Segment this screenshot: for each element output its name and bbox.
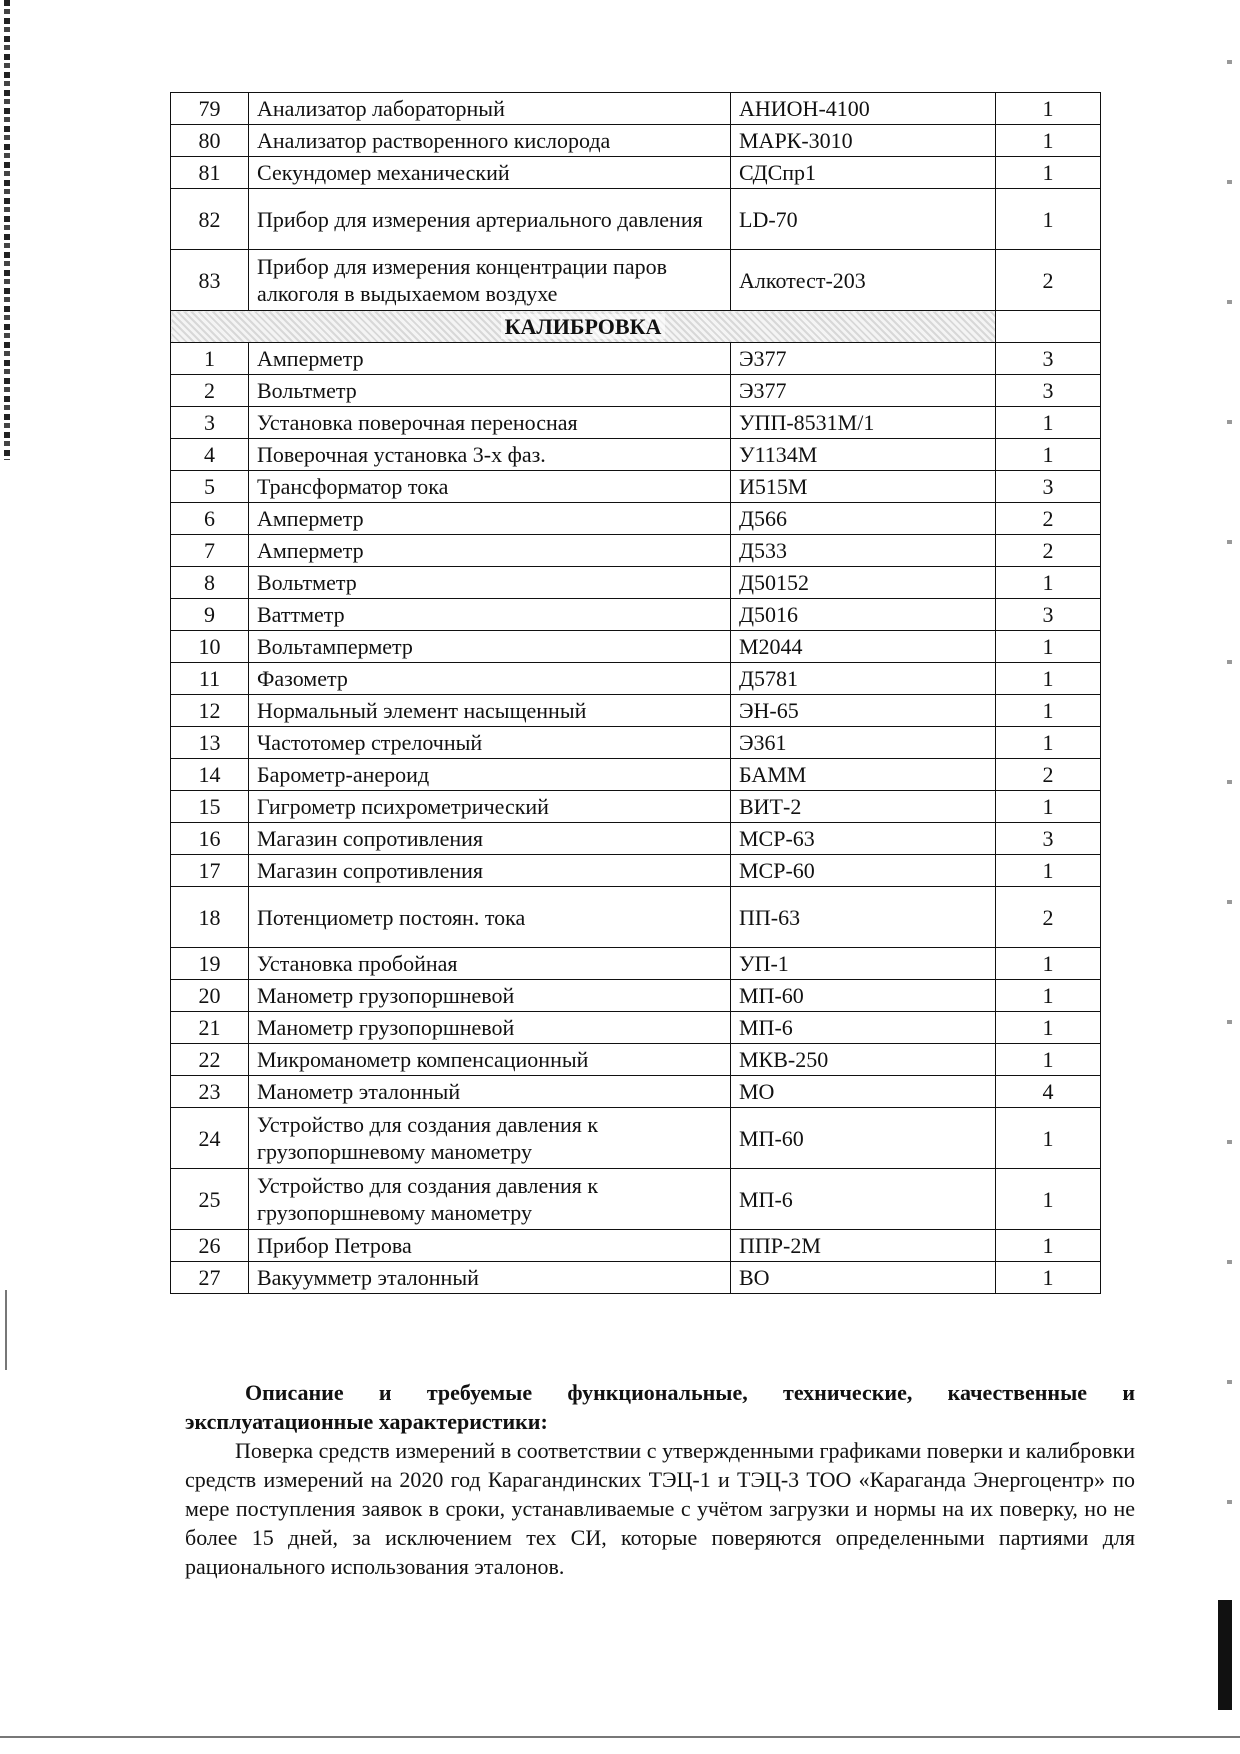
instrument-name-cell: Вольтметр bbox=[249, 375, 731, 407]
instrument-name-cell: Микроманометр компенсационный bbox=[249, 1044, 731, 1076]
instrument-name-cell: Манометр грузопоршневой bbox=[249, 1012, 731, 1044]
table-row bbox=[171, 439, 1101, 471]
table-row bbox=[171, 980, 1101, 1012]
row-number-cell: 15 bbox=[171, 791, 249, 823]
quantity-cell: 1 bbox=[996, 157, 1101, 189]
instrument-type-cell: ВО bbox=[731, 1262, 996, 1294]
row-number-cell: 11 bbox=[171, 663, 249, 695]
row-number-cell: 26 bbox=[171, 1230, 249, 1262]
quantity-cell: 1 bbox=[996, 1044, 1101, 1076]
row-number-cell: 21 bbox=[171, 1012, 249, 1044]
instrument-name-cell: Амперметр bbox=[249, 343, 731, 375]
section-title-cell bbox=[171, 311, 996, 343]
instrument-name-cell: Частотомер стрелочный bbox=[249, 727, 731, 759]
quantity-cell: 1 bbox=[996, 1169, 1101, 1230]
instrument-name-cell: Магазин сопротивления bbox=[249, 855, 731, 887]
instrument-type-cell: LD-70 bbox=[731, 189, 996, 250]
instrument-type-cell: МСР-60 bbox=[731, 855, 996, 887]
instrument-type-cell: БАММ bbox=[731, 759, 996, 791]
row-number-cell: 12 bbox=[171, 695, 249, 727]
scan-artifact-right-block bbox=[1218, 1600, 1232, 1710]
table-row bbox=[171, 1262, 1101, 1294]
row-number-cell: 20 bbox=[171, 980, 249, 1012]
table-row bbox=[171, 1230, 1101, 1262]
row-number-cell: 82 bbox=[171, 189, 249, 250]
row-number-cell: 8 bbox=[171, 567, 249, 599]
table-row bbox=[171, 535, 1101, 567]
instrument-type-cell: ВИТ-2 bbox=[731, 791, 996, 823]
instrument-name-cell: Трансформатор тока bbox=[249, 471, 731, 503]
quantity-cell: 3 bbox=[996, 823, 1101, 855]
row-number-cell: 27 bbox=[171, 1262, 249, 1294]
row-number-cell: 81 bbox=[171, 157, 249, 189]
instrument-type-cell: Э361 bbox=[731, 727, 996, 759]
table-row bbox=[171, 343, 1101, 375]
quantity-cell: 3 bbox=[996, 343, 1101, 375]
table-row bbox=[171, 375, 1101, 407]
quantity-cell: 1 bbox=[996, 93, 1101, 125]
instrument-type-cell: МСР-63 bbox=[731, 823, 996, 855]
row-number-cell: 22 bbox=[171, 1044, 249, 1076]
quantity-cell: 1 bbox=[996, 567, 1101, 599]
instrument-type-cell: УП-1 bbox=[731, 948, 996, 980]
quantity-cell: 1 bbox=[996, 439, 1101, 471]
instrument-type-cell: ППР-2М bbox=[731, 1230, 996, 1262]
table-row bbox=[171, 791, 1101, 823]
table-row bbox=[171, 407, 1101, 439]
table-row bbox=[171, 471, 1101, 503]
instrument-type-cell: Д5016 bbox=[731, 599, 996, 631]
instrument-name-cell: Прибор для измерения артериального давления bbox=[249, 189, 731, 250]
instrument-type-cell: МП-6 bbox=[731, 1012, 996, 1044]
instrument-name-cell: Секундомер механический bbox=[249, 157, 731, 189]
quantity-cell: 2 bbox=[996, 887, 1101, 948]
table-row bbox=[171, 1076, 1101, 1108]
instrument-type-cell: МП-60 bbox=[731, 1108, 996, 1169]
instrument-type-cell: Э377 bbox=[731, 343, 996, 375]
row-number-cell: 79 bbox=[171, 93, 249, 125]
quantity-cell: 1 bbox=[996, 1012, 1101, 1044]
description-block bbox=[185, 1378, 1135, 1581]
instrument-name-cell: Нормальный элемент насыщенный bbox=[249, 695, 731, 727]
description-heading: Описание и требуемые функциональные, технические, качественные и эксплуатационные характеристики: bbox=[185, 1380, 1135, 1434]
table-row bbox=[171, 1108, 1101, 1169]
table-row bbox=[171, 503, 1101, 535]
instrument-name-cell: Анализатор растворенного кислорода bbox=[249, 125, 731, 157]
row-number-cell: 25 bbox=[171, 1169, 249, 1230]
scan-artifact-right bbox=[1227, 20, 1232, 1580]
instrument-type-cell: И515М bbox=[731, 471, 996, 503]
table-row bbox=[171, 125, 1101, 157]
row-number-cell: 17 bbox=[171, 855, 249, 887]
section-header-row bbox=[171, 311, 1101, 343]
row-number-cell: 19 bbox=[171, 948, 249, 980]
table-row bbox=[171, 250, 1101, 311]
row-number-cell: 1 bbox=[171, 343, 249, 375]
table-row bbox=[171, 727, 1101, 759]
equipment-table bbox=[170, 92, 1101, 1294]
quantity-cell: 3 bbox=[996, 599, 1101, 631]
instrument-type-cell: МО bbox=[731, 1076, 996, 1108]
instrument-type-cell: М2044 bbox=[731, 631, 996, 663]
quantity-cell: 1 bbox=[996, 631, 1101, 663]
instrument-type-cell: Д533 bbox=[731, 535, 996, 567]
quantity-cell: 1 bbox=[996, 1262, 1101, 1294]
table-row bbox=[171, 663, 1101, 695]
instrument-name-cell: Вольтметр bbox=[249, 567, 731, 599]
instrument-type-cell: Д566 bbox=[731, 503, 996, 535]
quantity-cell: 1 bbox=[996, 980, 1101, 1012]
section-title: КАЛИБРОВКА bbox=[501, 314, 666, 339]
instrument-name-cell: Барометр-анероид bbox=[249, 759, 731, 791]
quantity-cell: 1 bbox=[996, 189, 1101, 250]
quantity-cell: 1 bbox=[996, 695, 1101, 727]
instrument-type-cell: Д50152 bbox=[731, 567, 996, 599]
instrument-name-cell: Установка пробойная bbox=[249, 948, 731, 980]
instrument-name-cell: Амперметр bbox=[249, 503, 731, 535]
row-number-cell: 83 bbox=[171, 250, 249, 311]
row-number-cell: 80 bbox=[171, 125, 249, 157]
row-number-cell: 4 bbox=[171, 439, 249, 471]
quantity-cell: 1 bbox=[996, 948, 1101, 980]
instrument-name-cell: Устройство для создания давления к грузопоршневому манометру bbox=[249, 1169, 731, 1230]
equipment-table-body bbox=[171, 93, 1101, 1294]
row-number-cell: 2 bbox=[171, 375, 249, 407]
quantity-cell: 1 bbox=[996, 407, 1101, 439]
table-row bbox=[171, 1012, 1101, 1044]
instrument-name-cell: Ваттметр bbox=[249, 599, 731, 631]
row-number-cell: 23 bbox=[171, 1076, 249, 1108]
table-row bbox=[171, 695, 1101, 727]
quantity-cell: 1 bbox=[996, 1108, 1101, 1169]
table-row bbox=[171, 1044, 1101, 1076]
table-row bbox=[171, 759, 1101, 791]
instrument-name-cell: Устройство для создания давления к грузопоршневому манометру bbox=[249, 1108, 731, 1169]
instrument-name-cell: Установка поверочная переносная bbox=[249, 407, 731, 439]
instrument-name-cell: Поверочная установка 3-х фаз. bbox=[249, 439, 731, 471]
table-row bbox=[171, 1169, 1101, 1230]
table-row bbox=[171, 855, 1101, 887]
quantity-cell: 1 bbox=[996, 125, 1101, 157]
instrument-name-cell: Прибор для измерения концентрации паров алкоголя в выдыхаемом воздухе bbox=[249, 250, 731, 311]
quantity-cell: 2 bbox=[996, 759, 1101, 791]
row-number-cell: 24 bbox=[171, 1108, 249, 1169]
instrument-name-cell: Манометр грузопоршневой bbox=[249, 980, 731, 1012]
instrument-name-cell: Прибор Петрова bbox=[249, 1230, 731, 1262]
instrument-type-cell: Алкотест-203 bbox=[731, 250, 996, 311]
instrument-name-cell: Вакуумметр эталонный bbox=[249, 1262, 731, 1294]
quantity-cell: 4 bbox=[996, 1076, 1101, 1108]
quantity-cell: 2 bbox=[996, 535, 1101, 567]
row-number-cell: 10 bbox=[171, 631, 249, 663]
quantity-cell: 2 bbox=[996, 503, 1101, 535]
instrument-name-cell: Магазин сопротивления bbox=[249, 823, 731, 855]
instrument-type-cell: Э377 bbox=[731, 375, 996, 407]
instrument-name-cell: Манометр эталонный bbox=[249, 1076, 731, 1108]
instrument-type-cell: МАРК-3010 bbox=[731, 125, 996, 157]
instrument-type-cell: МП-60 bbox=[731, 980, 996, 1012]
row-number-cell: 5 bbox=[171, 471, 249, 503]
table-row bbox=[171, 157, 1101, 189]
description-paragraph: Поверка средств измерений в соответствии с утвержденными графиками поверки и калибровки средств измерений на 2020 год Карагандинских ТЭЦ-1 и ТЭЦ-3 ТОО «Караганда Энергоцентр» по мере поступления заявок в сроки, устанавливаемые с учётом загрузки и нормы на их поверку, но не более 15 дней, за исключением тех СИ, которые поверяются определенными партиями для рационального использования эталонов. bbox=[185, 1438, 1135, 1579]
table-row bbox=[171, 599, 1101, 631]
instrument-name-cell: Фазометр bbox=[249, 663, 731, 695]
instrument-name-cell: Гигрометр психрометрический bbox=[249, 791, 731, 823]
instrument-type-cell: ЭН-65 bbox=[731, 695, 996, 727]
table-row bbox=[171, 93, 1101, 125]
quantity-cell: 3 bbox=[996, 471, 1101, 503]
quantity-cell: 1 bbox=[996, 855, 1101, 887]
table-row bbox=[171, 948, 1101, 980]
instrument-name-cell: Амперметр bbox=[249, 535, 731, 567]
instrument-type-cell: АНИОН-4100 bbox=[731, 93, 996, 125]
instrument-name-cell: Потенциометр постоян. тока bbox=[249, 887, 731, 948]
quantity-cell: 3 bbox=[996, 375, 1101, 407]
table-row bbox=[171, 823, 1101, 855]
instrument-type-cell: УПП-8531М/1 bbox=[731, 407, 996, 439]
row-number-cell: 6 bbox=[171, 503, 249, 535]
section-empty-cell bbox=[996, 311, 1101, 343]
scan-artifact-left-lower bbox=[5, 1290, 7, 1370]
instrument-type-cell: У1134М bbox=[731, 439, 996, 471]
row-number-cell: 13 bbox=[171, 727, 249, 759]
table-row bbox=[171, 631, 1101, 663]
quantity-cell: 2 bbox=[996, 250, 1101, 311]
instrument-name-cell: Вольтамперметр bbox=[249, 631, 731, 663]
quantity-cell: 1 bbox=[996, 791, 1101, 823]
instrument-type-cell: ПП-63 bbox=[731, 887, 996, 948]
instrument-type-cell: СДСпр1 bbox=[731, 157, 996, 189]
table-row bbox=[171, 567, 1101, 599]
table-row bbox=[171, 887, 1101, 948]
scan-artifact-bottom bbox=[0, 1736, 1240, 1738]
row-number-cell: 9 bbox=[171, 599, 249, 631]
row-number-cell: 16 bbox=[171, 823, 249, 855]
row-number-cell: 18 bbox=[171, 887, 249, 948]
scan-artifact-left bbox=[4, 0, 10, 460]
row-number-cell: 7 bbox=[171, 535, 249, 567]
row-number-cell: 14 bbox=[171, 759, 249, 791]
row-number-cell: 3 bbox=[171, 407, 249, 439]
quantity-cell: 1 bbox=[996, 1230, 1101, 1262]
quantity-cell: 1 bbox=[996, 727, 1101, 759]
quantity-cell: 1 bbox=[996, 663, 1101, 695]
table-row bbox=[171, 189, 1101, 250]
instrument-name-cell: Анализатор лабораторный bbox=[249, 93, 731, 125]
instrument-type-cell: МКВ-250 bbox=[731, 1044, 996, 1076]
instrument-type-cell: Д5781 bbox=[731, 663, 996, 695]
instrument-type-cell: МП-6 bbox=[731, 1169, 996, 1230]
